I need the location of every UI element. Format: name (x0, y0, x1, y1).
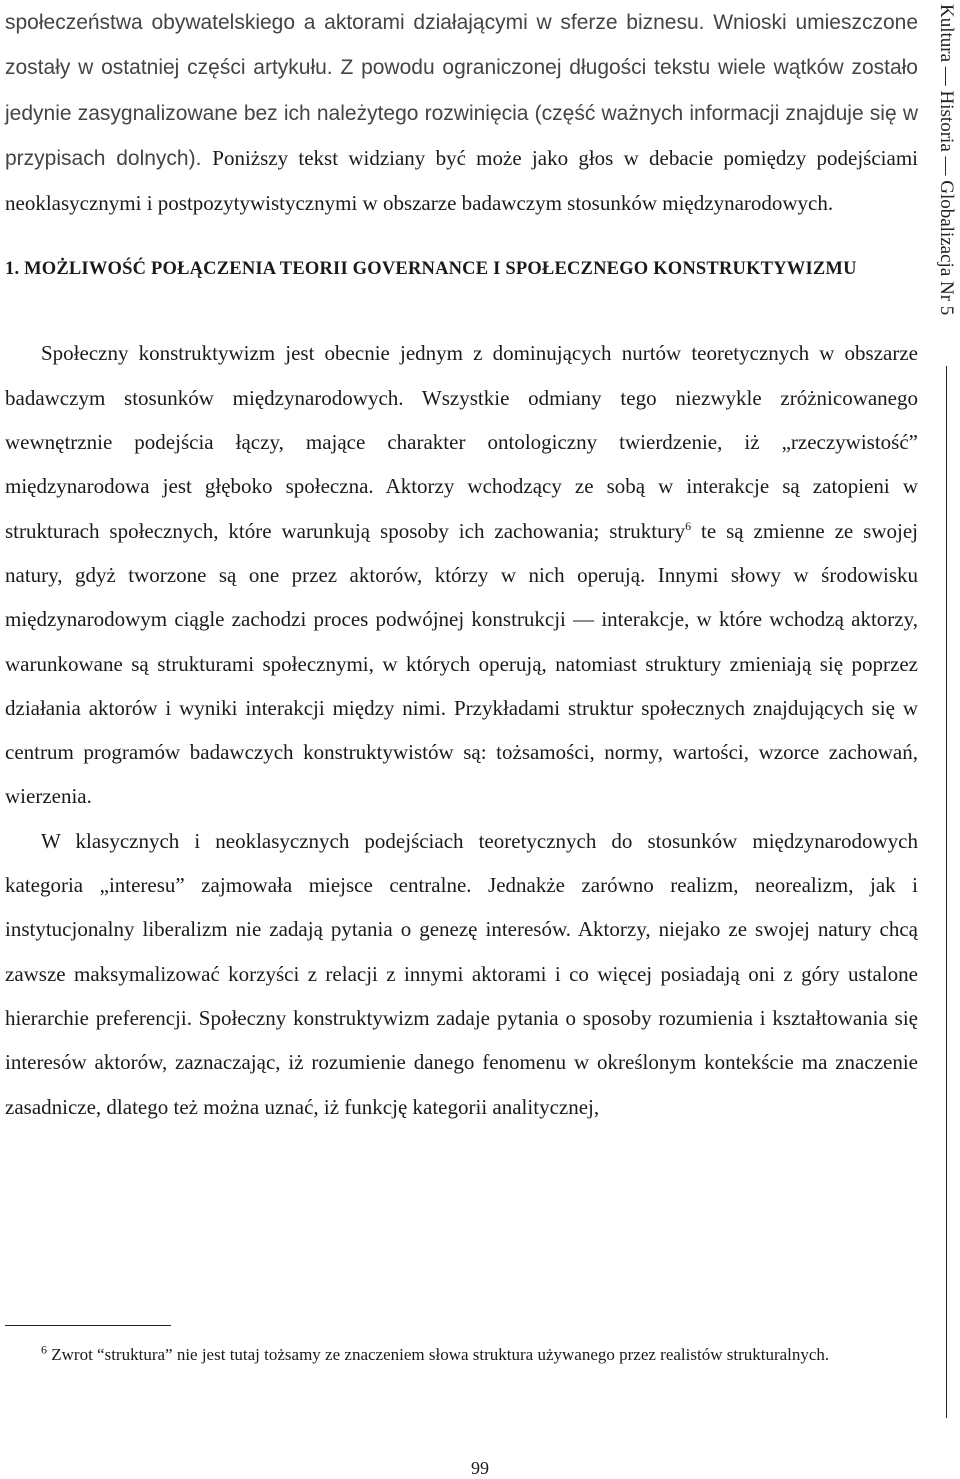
running-head (935, 0, 959, 1420)
body-paragraph-2: W klasycznych i neoklasycznych podejściach teoretycznych do stosunków międzynarodowych kategoria „interesu” zajmowała miejsce centralne. Jednakże zarówno realizm, neorealizm, jak i instytucjonalny liberalizm nie zadają pytania o genezę interesów. Aktorzy, niejako ze swojej natury chcą zawsze maksymalizować korzyści z relacji z innymi aktorami i co więcej posiadają oni z góry ustalone hierarchie preferencji. Społeczny konstruktywizm zadaje pytania o sposoby rozumienia i kształtowania się interesów aktorów, zaznaczając, iż rozumienie danego fenomenu w określonym kontekście ma znaczenie zasadnicze, dlatego też można uznać, iż funkcję kategorii analitycznej, (5, 828, 918, 1119)
running-head-rule (946, 366, 947, 1418)
footnote-number: 6 (41, 1342, 47, 1357)
footnote-reference: 6 (685, 518, 692, 533)
section-heading: 1. MOŻLIWOŚĆ POŁĄCZENIA TEORII GOVERNANCE I SPOŁECZNEGO KONSTRUKTYWIZMU (5, 259, 857, 280)
intro-serif-text: Poniższy tekst widziany być może jako głos w debacie pomiędzy podejściami neoklasycznymi i postpozytywistycznymi w obszarze badawczym stosunków międzynarodowych. (5, 145, 918, 216)
running-head-text: Kultura — Historia — Globalizacja Nr 5 (936, 4, 957, 316)
body-paragraph-1-text-a: Społeczny konstruktywizm jest obecnie jednym z dominujących nurtów teoretycznych w obszarze badawczym stosunków międzynarodowych. Wszystkie odmiany tego niezwykle zróżnicowanego wewnętrznie podejścia łączy, mające charakter ontologiczny twierdzenie, iż „rzeczywistość” międzynarodowa jest głęboko społeczna. Aktorzy wchodzący ze sobą w interakcje są zatopieni w strukturach społecznych, które warunkują sposoby ich zachowania; struktury (5, 341, 918, 543)
footnote (5, 1338, 918, 1372)
body-paragraph-1-text-b: te są zmienne ze swojej natury, gdyż tworzone są one przez aktorów, którzy w nich operują. Innymi słowy w środowisku międzynarodowym ciągle zachodzi proces podwójnej konstrukcji — interakcje, w które wchodzą aktorzy, warunkowane są strukturami społecznymi, w których operują, natomiast struktury zmieniają się poprzez działania aktorów i wyniki interakcji między nimi. Przykładami struktur społecznych znajdujących się w centrum programów badawczych konstruktywistów są: tożsamości, normy, wartości, wzorce zachowań, wierzenia. (5, 518, 919, 809)
page-number: 99 (471, 1458, 489, 1478)
main-text (5, 0, 918, 1129)
footnote-divider (5, 1325, 171, 1326)
footnote-text: Zwrot “struktura” nie jest tutaj tożsamy ze znaczeniem słowa struktura używanego przez realistów strukturalnych. (47, 1345, 830, 1364)
intro-paragraph (5, 0, 918, 225)
intro-sans-text: społeczeństwa obywatelskiego a aktorami działającymi w sferze biznesu. Wnioski umieszczone zostały w ostatniej części artykułu. Z powodu ograniczonej długości tekstu wiele wątków zostało jedynie zasygnalizowane bez ich należytego rozwinięcia (część ważnych informacji znajduje się w przypisach dolnych). (5, 11, 918, 170)
body-paragraph-1 (5, 331, 918, 818)
